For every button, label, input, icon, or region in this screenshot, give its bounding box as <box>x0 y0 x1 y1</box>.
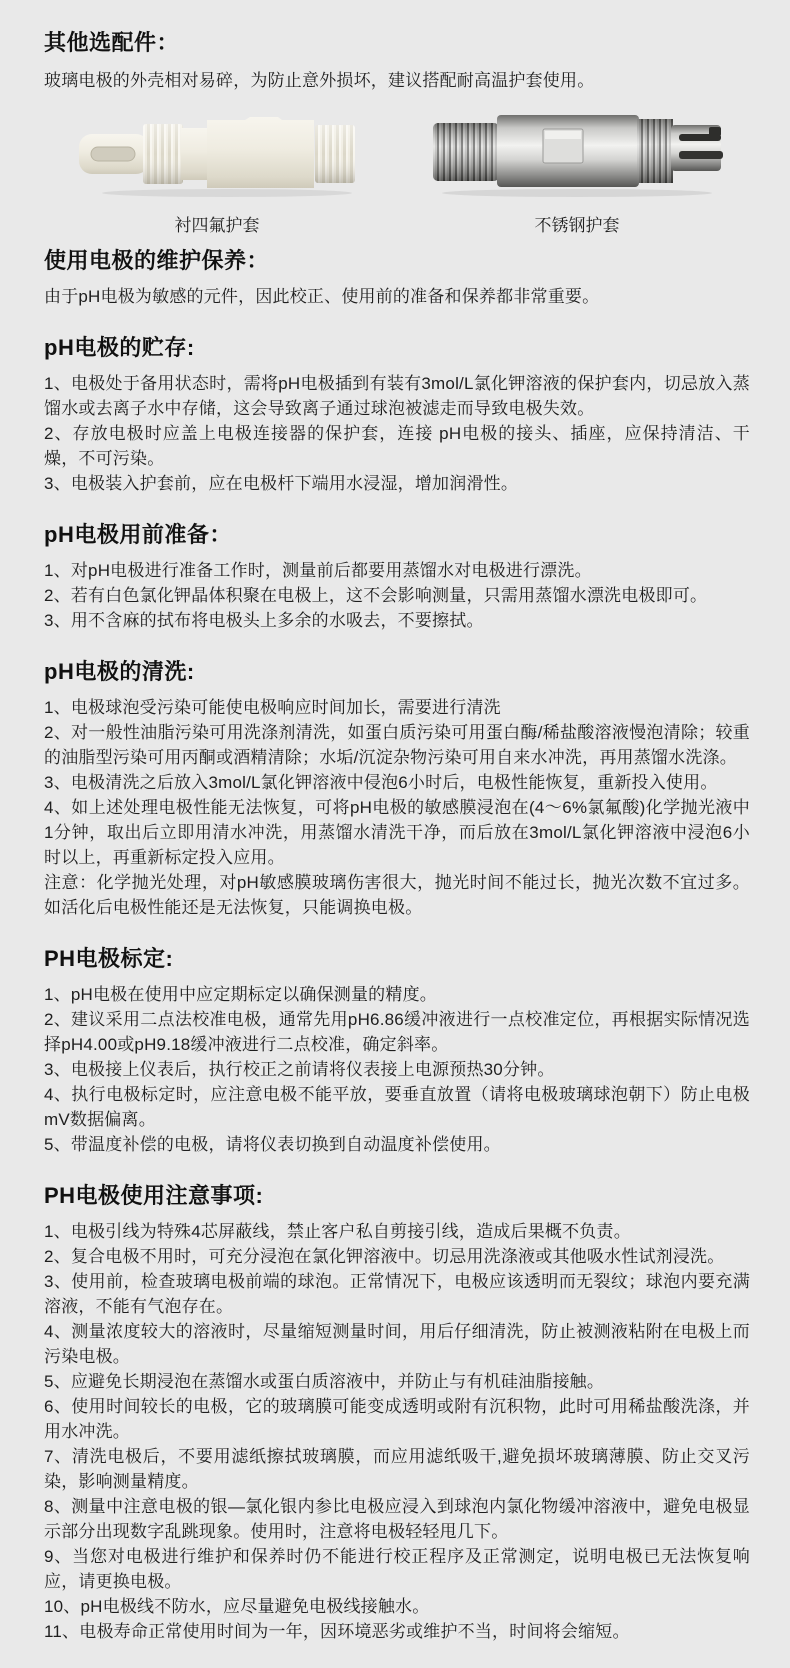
maintenance-intro: 由于pH电极为敏感的元件，因此校正、使用前的准备和保养都非常重要。 <box>44 287 600 306</box>
instruction-line: 1、pH电极在使用中应定期标定以确保测量的精度。 <box>44 985 437 1004</box>
instruction-line: 1、对pH电极进行准备工作时，测量前后都要用蒸馏水对电极进行漂洗。 <box>44 561 592 580</box>
ptfe-sleeve-label: 衬四氟护套 <box>174 216 260 235</box>
instruction-line: 4、如上述处理电极性能无法恢复，可将pH电极的敏感膜浸泡在(4～6%氯氟酸)化学抛光液中1分钟，取出后立即用清水冲洗，用蒸馏水清洗干净，而后放在3mol/L氯化钾溶液中浸泡6小时以上，再重新标定投入应用。 <box>44 798 750 867</box>
figure-ptfe-sleeve <box>44 107 390 236</box>
instruction-line: 1、电极引线为特殊4芯屏蔽线，禁止客户私自剪接引线，造成后果概不负责。 <box>44 1222 631 1241</box>
section-title: pH电极用前准备： <box>44 522 232 547</box>
instruction-line: 5、带温度补偿的电极，请将仪表切换到自动温度补偿使用。 <box>44 1135 501 1154</box>
instruction-line: 4、执行电极标定时，应注意电极不能平放，要垂直放置（请将电极玻璃球泡朝下）防止电极mV数据偏离。 <box>44 1085 750 1129</box>
instruction-line: 2、存放电极时应盖上电极连接器的保护套，连接 pH电极的接头、插座，应保持清洁、干燥，不可污染。 <box>44 424 750 468</box>
instruction-line: 3、使用前，检查玻璃电极前端的球泡。正常情况下，电极应该透明而无裂纹；球泡内要充满溶液，不能有气泡存在。 <box>44 1272 750 1316</box>
section-title: pH电极的贮存: <box>44 335 195 360</box>
instruction-line: 2、复合电极不用时，可充分浸泡在氯化钾溶液中。切忌用洗涤液或其他吸水性试剂浸洗。 <box>44 1247 725 1266</box>
instruction-line: 11、电极寿命正常使用时间为一年，因环境恶劣或维护不当，时间将会缩短。 <box>44 1622 630 1641</box>
stainless-sleeve-icon <box>431 107 723 199</box>
instruction-line: 3、用不含麻的拭布将电极头上多余的水吸去，不要擦拭。 <box>44 611 484 630</box>
instruction-line: 2、若有白色氯化钾晶体积聚在电极上，这不会影响测量，只需用蒸馏水漂洗电极即可。 <box>44 586 708 605</box>
instruction-line: 5、应避免长期浸泡在蒸馏水或蛋白质溶液中，并防止与有机硅油脂接触。 <box>44 1372 605 1391</box>
ptfe-sleeve-image <box>77 107 357 199</box>
instruction-line: 3、电极清洗之后放入3mol/L氯化钾溶液中侵泡6小时后，电极性能恢复，重新投入使用。 <box>44 773 718 792</box>
instruction-line: 3、电极接上仪表后，执行校正之前请将仪表接上电源预热30分钟。 <box>44 1060 555 1079</box>
instruction-line: 6、使用时间较长的电极，它的玻璃膜可能变成透明或附有沉积物，此时可用稀盐酸洗涤，并用水冲洗。 <box>44 1397 750 1441</box>
section-title: PH电极使用注意事项: <box>44 1183 264 1208</box>
accessories-title: 其他选配件： <box>44 30 180 55</box>
stainless-sleeve-image <box>431 107 723 199</box>
instruction-line: 4、测量浓度较大的溶液时，尽量缩短测量时间，用后仔细清洗，防止被测液粘附在电极上而污染电极。 <box>44 1322 750 1366</box>
maintenance-title: 使用电极的维护保养： <box>44 248 270 273</box>
ptfe-sleeve-icon <box>77 107 357 199</box>
instruction-line: 2、对一般性油脂污染可用洗涤剂清洗，如蛋白质污染可用蛋白酶/稀盐酸溶液慢泡清除；较重的油脂型污染可用丙酮或酒精清除；水垢/沉淀杂物污染可用自来水冲洗，再用蒸馏水洗涤。 <box>44 723 750 767</box>
section-title: PH电极标定: <box>44 946 174 971</box>
accessory-figures <box>44 107 750 236</box>
instruction-line: 10、pH电极线不防水，应尽量避免电极线接触水。 <box>44 1597 430 1616</box>
section-title: pH电极的清洗: <box>44 659 195 684</box>
instruction-line: 1、电极球泡受污染可能使电极响应时间加长，需要进行清洗 <box>44 698 501 717</box>
instruction-line: 1、电极处于备用状态时，需将pH电极插到有装有3mol/L氯化钾溶液的保护套内，切忌放入蒸馏水或去离子水中存储，这会导致离子通过球泡被滤走而导致电极失效。 <box>44 374 750 418</box>
accessories-intro: 玻璃电极的外壳相对易碎，为防止意外损坏，建议搭配耐高温护套使用。 <box>44 71 595 90</box>
figure-stainless-sleeve <box>404 107 750 236</box>
document-page <box>44 28 750 1644</box>
instruction-line: 8、测量中注意电极的银—氯化银内参比电极应浸入到球泡内氯化物缓冲溶液中，避免电极显示部分出现数字乱跳现象。使用时，注意将电极轻轻甩几下。 <box>44 1497 750 1541</box>
instruction-line: 3、电极装入护套前，应在电极杆下端用水浸湿，增加润滑性。 <box>44 474 519 493</box>
instruction-line: 注意：化学抛光处理，对pH敏感膜玻璃伤害很大，抛光时间不能过长，抛光次数不宜过多。如活化后电极性能还是无法恢复，只能调换电极。 <box>44 873 750 917</box>
instruction-sections <box>44 333 750 1644</box>
instruction-line: 2、建议采用二点法校准电极，通常先用pH6.86缓冲液进行一点校准定位，再根据实际情况选择pH4.00或pH9.18缓冲液进行二点校准，确定斜率。 <box>44 1010 750 1054</box>
instruction-line: 9、当您对电极进行维护和保养时仍不能进行校正程序及正常测定，说明电极已无法恢复响应，请更换电极。 <box>44 1547 750 1591</box>
instruction-line: 7、清洗电极后，不要用滤纸擦拭玻璃膜，而应用滤纸吸干,避免损坏玻璃薄膜、防止交叉污染，影响测量精度。 <box>44 1447 750 1491</box>
stainless-sleeve-label: 不锈钢护套 <box>534 216 620 235</box>
